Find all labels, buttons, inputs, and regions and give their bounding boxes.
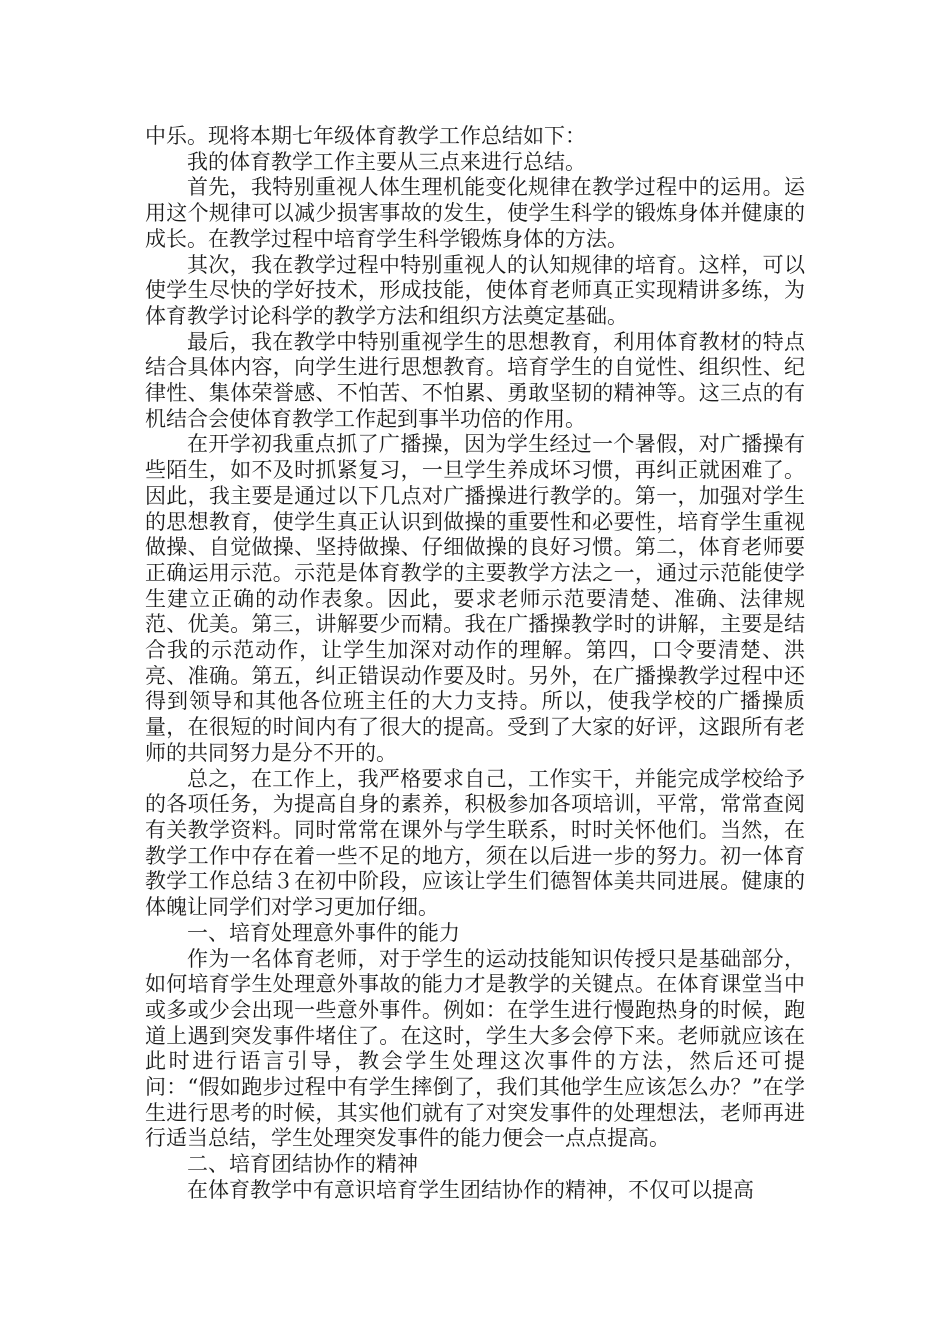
- paragraph-conclusion: 总之，在工作上，我严格要求自己，工作实干，并能完成学校给予的各项任务，为提高自身的素养，积极参加各项培训，平常，常常查阅有关教学资料。同时常常在课外与学生联系，时时关怀他们。当然，在教学工作中存在着一些不足的地方，须在以后进一步的努力。初一体育教学工作总结３在初中阶段，应该让学生们德智体美共同进展。健康的体魄让同学们对学习更加仔细。: [145, 766, 805, 920]
- paragraph-summary-overview: 我的体育教学工作主要从三点来进行总结。: [187, 149, 586, 174]
- paragraph-third-point: 最后，我在教学中特别重视学生的思想教育，利用体育教材的特点结合具体内容，向学生进行思想教育。培育学生的自觉性、组织性、纪律性、集体荣誉感、不怕苦、不怕累、勇敢坚韧的精神等。这三点的有机结合会使体育教学工作起到事半功倍的作用。: [145, 329, 805, 431]
- section-heading-teamwork: 二、培育团结协作的精神: [187, 1152, 418, 1177]
- paragraph-emergency-handling: 作为一名体育老师，对于学生的运动技能知识传授只是基础部分，如何培育学生处理意外事故的能力才是教学的关键点。在体育课堂当中或多或少会出现一些意外事件。例如：在学生进行慢跑热身的时候，跑道上遇到突发事件堵住了。在这时，学生大多会停下来。老师就应该在此时进行语言引导，教会学生处理这次事件的方法，然后还可提问：“假如跑步过程中有学生摔倒了，我们其他学生应该怎么办？”在学生进行思考的时候，其实他们就有了对突发事件的处理想法，老师再进行适当总结，学生处理突发事件的能力便会一点点提高。: [145, 946, 805, 1151]
- paragraph-first-point: 首先，我特别重视人体生理机能变化规律在教学过程中的运用。运用这个规律可以减少损害事故的发生，使学生科学的锻炼身体并健康的成长。在教学过程中培育学生科学锻炼身体的方法。: [145, 175, 805, 251]
- paragraph-broadcast-exercise: 在开学初我重点抓了广播操，因为学生经过一个暑假，对广播操有些陌生，如不及时抓紧复习，一旦学生养成坏习惯，再纠正就困难了。因此，我主要是通过以下几点对广播操进行教学的。第一，加强对学生的思想教育，使学生真正认识到做操的重要性和必要性，培育学生重视做操、自觉做操、坚持做操、仔细做操的良好习惯。第二，体育老师要正确运用示范。示范是体育教学的主要教学方法之一，通过示范能使学生建立正确的动作表象。因此，要求老师示范要清楚、准确、法律规范、优美。第三，讲解要少而精。我在广播操教学时的讲解，主要是结合我的示范动作，让学生加深对动作的理解。第四，口令要清楚、洪亮、准确。第五，纠正错误动作要及时。另外，在广播操教学过程中还得到领导和其他各位班主任的大力支持。所以，使我学校的广播操质量，在很短的时间内有了很大的提高。受到了大家的好评，这跟所有老师的共同努力是分不开的。: [145, 432, 805, 765]
- document-page: [145, 124, 805, 1204]
- section-heading-emergency-handling: 一、培育处理意外事件的能力: [187, 920, 460, 945]
- paragraph-intro-continuation: 中乐。现将本期七年级体育教学工作总结如下：: [145, 124, 586, 148]
- paragraph-second-point: 其次，我在教学过程中特别重视人的认知规律的培育。这样，可以使学生尽快的学好技术，形成技能，使体育老师真正实现精讲多练，为体育教学讨论科学的教学方法和组织方法奠定基础。: [145, 252, 805, 328]
- paragraph-teamwork: 在体育教学中有意识培育学生团结协作的精神，不仅可以提高: [187, 1177, 754, 1202]
